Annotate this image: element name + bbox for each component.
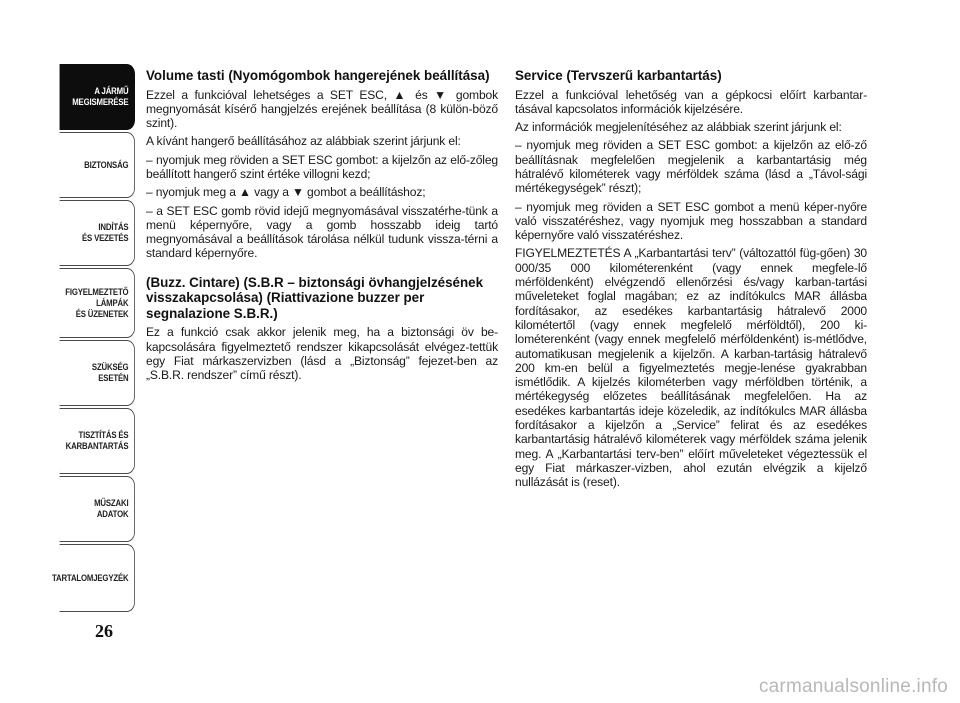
paragraph: – nyomjuk meg a ▲ vagy a ▼ gombot a beállításhoz; — [146, 185, 426, 200]
left-column — [146, 68, 498, 386]
tab-label-line: ÉS VEZETÉS — [82, 233, 129, 244]
section-heading-volume-tasti: Volume tasti (Nyomógombok hangerejének beállítása) — [146, 68, 490, 83]
tab-label-line: ESETÉN — [98, 373, 129, 384]
tab-label-line: KARBANTARTÁS — [65, 441, 129, 452]
tab-label-line: BIZTONSÁG — [84, 159, 129, 171]
paragraph: – a SET ESC gomb rövid idejű megnyomásával visszatérhe-tünk a menü képernyőre, vagy a gomb hosszabb ideig tartó megnyomásával a beállítások tárolása nélkül tudunk vissza-térni a standard képernyőre. — [146, 203, 498, 261]
tab-label-line: ADATOK — [96, 509, 129, 520]
tab-figyelmezteto-lampak[interactable] — [60, 268, 135, 338]
tab-label-line: LÁMPÁK — [96, 297, 129, 309]
paragraph: – nyomjuk meg röviden a SET ESC gombot: a kijelzőn az elő-ző beállításnak megfelelően megjelenik a karbantartásig még hátralévő kilométerek vagy mérföldek száma (lásd a „Távol-sági mértékegységek” részt); — [515, 138, 867, 196]
paragraph-warning: FIGYELMEZTETÉS A „Karbantartási terv” (változattól füg-gően) 30 000/35 000 kilométerenként (vagy ennek megfele-lő mérföldenként) elvégzendő ellenőrzési és/vagy karban-tartási műveleteket foglal magában; ez az indítókulcs MAR állásba fordításakor, az esedékes karbantartásig hátralevő 2000 kilométertől (vagy ennek megfelelő mérföldtől), 200 ki-lométerenként (vagy ennek megfelelő mérföldenként) is-métlődve, automatikusan megjelenik a kijelzőn. A karban-tartásig hátralevő 200 km-en belül a figyelmeztetés megje-lenése gyakrabban ismétlődik. A kijelzés kilométerben vagy mérföldben történik, a mértékegység előzetes beállításának megfelelően. Ha az esedékes karbantartás ideje közeledik, az indítókulcs MAR állásba fordításakor a kijelzőn a „Service” felirat és az esedékes karbantartásig hátralévő kilométerek vagy mérföldek száma jelenik meg. A „Karbantartási terv-ben” előírt műveleteket végeztessük el egy Fiat márkaszer-vizben, ahol ezután elvégzik a kijelző nullázását is (reset). — [515, 246, 867, 490]
tab-szukseg-eseten[interactable] — [60, 340, 135, 406]
tab-a-jarmu-megismerese[interactable] — [60, 64, 135, 130]
watermark: carmanualsonline.info — [758, 676, 948, 697]
paragraph: A kívánt hangerő beállításához az alábbiak szerint járjunk el: — [146, 134, 461, 149]
page-number: 26 — [95, 621, 113, 641]
tab-muszaki-adatok[interactable] — [60, 476, 135, 542]
paragraph: Ezzel a funkcióval lehetséges a SET ESC, ▲ és ▼ gombok megnyomását kísérő hangjelzés erejének beállítása (8 külön-böző szint). — [146, 87, 498, 131]
section-heading-service: Service (Tervszerű karbantartás) — [515, 68, 722, 83]
paragraph: Az információk megjelenítéséhez az alábbiak szerint járjunk el: — [515, 120, 842, 135]
paragraph: Ezzel a funkcióval lehetőség van a gépkocsi előírt karbantar-tásával kapcsolatos információk kijelzésére. — [515, 87, 867, 116]
tab-tisztitas-es-karbantartas[interactable] — [60, 408, 135, 474]
right-column — [515, 68, 867, 494]
tab-label-line: MEGISMERÉSE — [72, 97, 129, 108]
tab-label-line: ÉS ÜZENETEK — [75, 308, 129, 320]
tab-biztonsag[interactable] — [60, 132, 135, 198]
tab-label-line: TISZTÍTÁS ÉS — [78, 430, 129, 441]
tab-label-line: MŰSZAKI — [94, 498, 129, 509]
tab-inditas-es-vezetes[interactable] — [60, 200, 135, 266]
section-heading-sbr: (Buzz. Cintare) (S.B.R – biztonsági övhangjelzésének visszakapcsolása) (Riattivazione buzzer per segnalazione S.B.R.) — [146, 274, 484, 321]
paragraph: – nyomjuk meg röviden a SET ESC gombot: a kijelzőn az elő-zőleg beállított hangerő szint értéke villogni kezd; — [146, 152, 498, 181]
tab-label-line: TARTALOMJEGYZÉK — [51, 572, 129, 584]
tab-label-line: FIGYELMEZTETŐ — [65, 286, 129, 298]
tab-label-line: A JÁRMŰ — [94, 86, 129, 97]
spacer — [146, 265, 498, 275]
tab-label-line: SZÜKSÉG — [91, 362, 129, 373]
tab-label-line: INDÍTÁS — [98, 222, 129, 233]
paragraph: Ez a funkció csak akkor jelenik meg, ha a biztonsági öv be-kapcsolására figyelmeztető rendszer kikapcsolását elvégez-tettük egy Fiat márkaszervizben (lásd a „Biztonság” fejezet-ben az „S.B.R. rendszer” című részt). — [146, 325, 498, 383]
paragraph: – nyomjuk meg röviden a SET ESC gombot a menü képer-nyőre való visszatéréshez, vagy nyomjuk meg hosszabban a standard képernyőre való visszatéréshez. — [515, 199, 867, 243]
tab-tartalomjegyzek[interactable] — [51, 544, 135, 612]
